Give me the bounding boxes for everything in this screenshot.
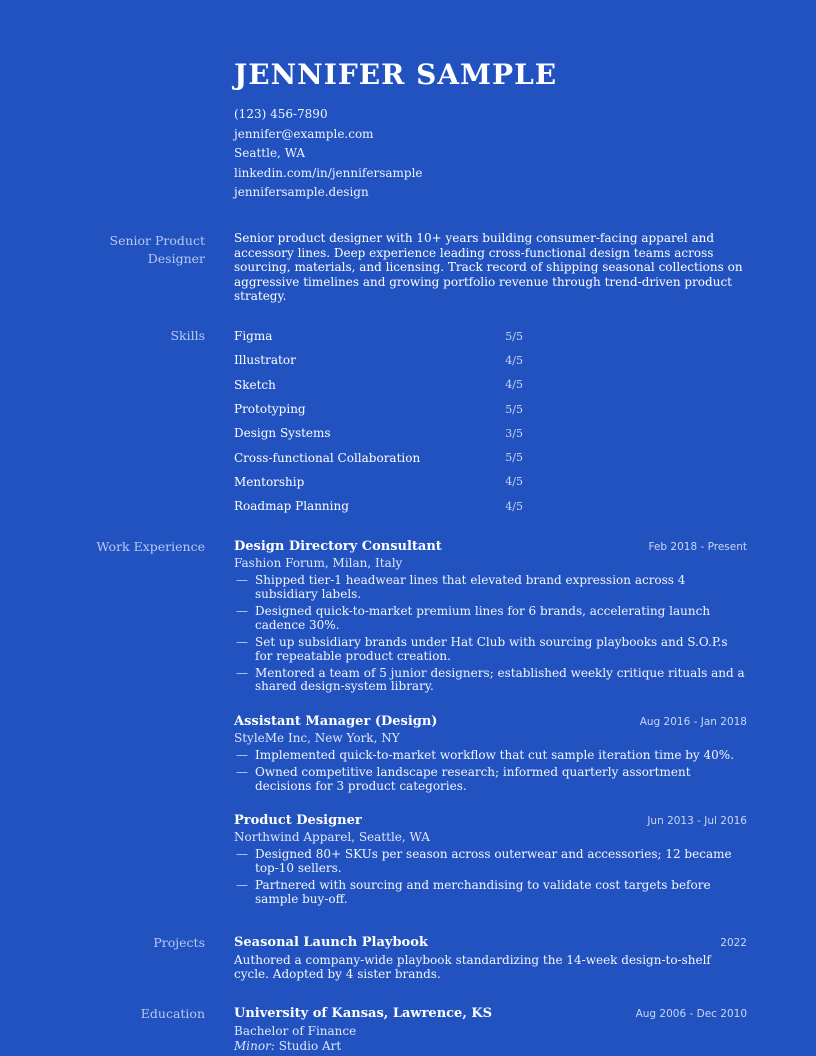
contact-block	[234, 105, 423, 203]
job-title: Product Designer	[234, 813, 362, 828]
bullet-item: — Owned competitive landscape research; informed quarterly assortment decisions for 3 product categories.	[234, 766, 747, 793]
job-date: Jun 2013 - Jul 2016	[647, 815, 747, 827]
job-entry	[234, 714, 747, 797]
bullet-item: — Set up subsidiary brands under Hat Club with sourcing playbooks and S.O.P.s for repeatable product creation.	[234, 636, 747, 663]
project-header	[234, 935, 747, 950]
project-description: Authored a company-wide playbook standardizing the 14-week design-to-shelf cycle. Adopted by 4 sister brands.	[234, 953, 711, 981]
job-org: Fashion Forum, Milan, Italy	[234, 556, 403, 570]
skill-name: Prototyping	[234, 402, 306, 417]
skill-level: 5/5	[505, 402, 523, 416]
skills-list	[234, 324, 534, 518]
candidate-name: JENNIFER SAMPLE	[234, 58, 558, 91]
summary-label-line1: Senior Product	[109, 233, 205, 248]
bullet-item: — Designed 80+ SKUs per season across outerwear and accessories; 12 became top-10 sellers.	[234, 848, 747, 875]
skill-row	[234, 324, 534, 348]
summary-label-line2: Designer	[147, 251, 205, 266]
minor-label: Minor:	[234, 1039, 275, 1053]
education-header	[234, 1006, 747, 1021]
experience-label: Work Experience	[96, 539, 205, 554]
skill-name: Mentorship	[234, 474, 305, 489]
minor-line	[234, 1039, 747, 1054]
summary-text: Senior product designer with 10+ years building consumer-facing apparel and accessory lines. Deep experience leading cross-functional design teams across sourcing, materials, and licensing. Track record of shipping seasonal collections on aggressive timelines and growing portfolio revenue through trend-driven product strategy.	[234, 231, 743, 304]
bullet-item: — Implemented quick-to-market workflow that cut sample iteration time by 40%.	[234, 749, 747, 763]
summary-label	[55, 232, 205, 268]
skill-row	[234, 348, 534, 372]
job-title: Design Directory Consultant	[234, 539, 442, 554]
job-entry	[234, 813, 747, 910]
job-bullets	[234, 848, 747, 906]
education-label: Education	[140, 1006, 205, 1021]
job-title: Assistant Manager (Design)	[234, 714, 438, 729]
skill-row	[234, 494, 534, 518]
skill-level: 4/5	[505, 353, 523, 367]
project-entry	[234, 935, 747, 981]
job-org: Northwind Apparel, Seattle, WA	[234, 830, 430, 844]
projects-label: Projects	[153, 935, 205, 950]
bullet-item: — Designed quick-to-market premium lines for 6 brands, accelerating launch cadence 30%.	[234, 605, 747, 632]
bullet-item: — Mentored a team of 5 junior designers; established weekly critique rituals and a shared design-system library.	[234, 667, 747, 694]
school-name: University of Kansas, Lawrence, KS	[234, 1006, 493, 1021]
skill-name: Cross-functional Collaboration	[234, 450, 421, 465]
website-link[interactable]: jennifersample.design	[234, 185, 369, 199]
skill-row	[234, 397, 534, 421]
phone: (123) 456-7890	[234, 107, 328, 121]
skill-name: Roadmap Planning	[234, 499, 349, 514]
skill-row	[234, 470, 534, 494]
skill-name: Sketch	[234, 377, 276, 392]
skill-level: 3/5	[505, 426, 523, 440]
job-bullets	[234, 749, 747, 794]
education-date: Aug 2006 - Dec 2010	[635, 1008, 747, 1020]
job-header	[234, 813, 747, 828]
job-entry	[234, 539, 747, 698]
job-date: Aug 2016 - Jan 2018	[639, 716, 747, 728]
job-date: Feb 2018 - Present	[648, 541, 747, 553]
job-org: StyleMe Inc, New York, NY	[234, 731, 400, 745]
skill-row	[234, 373, 534, 397]
skill-row	[234, 445, 534, 469]
degree: Bachelor of Finance	[234, 1024, 357, 1038]
job-bullets	[234, 574, 747, 694]
skill-level: 5/5	[505, 329, 523, 343]
email[interactable]: jennifer@example.com	[234, 126, 374, 141]
job-header	[234, 539, 747, 554]
job-header	[234, 714, 747, 729]
bullet-item: — Partnered with sourcing and merchandising to validate cost targets before sample buy-off.	[234, 879, 747, 906]
skill-name: Illustrator	[234, 353, 296, 368]
location: Seattle, WA	[234, 146, 306, 160]
skills-label: Skills	[170, 328, 205, 343]
project-title: Seasonal Launch Playbook	[234, 935, 428, 950]
skill-level: 5/5	[505, 451, 523, 465]
project-date: 2022	[720, 937, 747, 949]
minor-value: Studio Art	[278, 1039, 342, 1053]
skill-level: 4/5	[505, 378, 523, 392]
bullet-item: — Shipped tier-1 headwear lines that elevated brand expression across 4 subsidiary labels.	[234, 574, 747, 601]
skill-level: 4/5	[505, 499, 523, 513]
skill-name: Design Systems	[234, 426, 331, 441]
skill-level: 4/5	[505, 475, 523, 489]
skill-row	[234, 421, 534, 445]
education-entry	[234, 1006, 747, 1054]
skill-name: Figma	[234, 329, 273, 344]
linkedin-link[interactable]: linkedin.com/in/jennifersample	[234, 165, 423, 180]
